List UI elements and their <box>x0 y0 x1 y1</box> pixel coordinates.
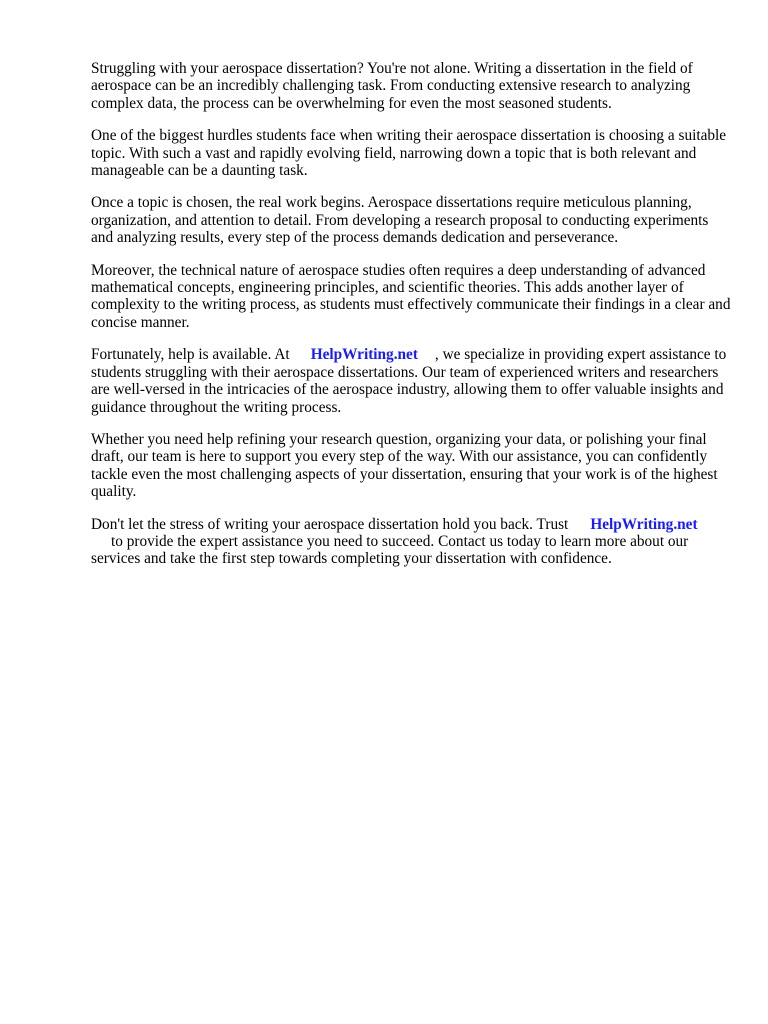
paragraph-support: Whether you need help refining your research question, organizing your data, or polishing your final draft, our team is here to support you every step of the way. With our assistance, you can confidently tackle even the most challenging aspects of your dissertation, ensuring that your work is of the highest quality. <box>91 430 718 501</box>
paragraph-help <box>91 346 731 416</box>
paragraph-closing-lead: Don't let the stress of writing your aerospace dissertation hold you back. Trust <box>91 515 569 533</box>
paragraph-closing-rest: to provide the expert assistance you need to succeed. Contact us today to learn more about our services and take the first step towards completing your dissertation with confidence. <box>91 532 689 568</box>
helpwriting-link-closing[interactable]: HelpWriting.net <box>590 515 698 533</box>
paragraph-intro: Struggling with your aerospace dissertation? You're not alone. Writing a dissertation in the field of aerospace can be an incredibly challenging task. From conducting extensive research to analyzing complex data, the process can be overwhelming for even the most seasoned students. <box>91 60 693 112</box>
paragraph-topic: One of the biggest hurdles students face when writing their aerospace dissertation is choosing a suitable topic. With such a vast and rapidly evolving field, narrowing down a topic that is both relevant and manageable can be a daunting task. <box>91 127 727 180</box>
helpwriting-link[interactable]: HelpWriting.net <box>310 346 418 364</box>
paragraph-technical: Moreover, the technical nature of aerospace studies often requires a deep understanding of advanced mathematical concepts, engineering principles, and scientific theories. This adds another layer of complexity to the writing process, as students must effectively communicate their findings in a clear and concise manner. <box>91 261 731 331</box>
paragraph-help-lead: Fortunately, help is available. At <box>91 346 290 364</box>
paragraph-work: Once a topic is chosen, the real work begins. Aerospace dissertations require meticulous planning, organization, and attention to detail. From developing a research proposal to conducting experiments and analyzing results, every step of the process demands dedication and perseverance. <box>91 194 709 247</box>
document-body <box>91 60 731 583</box>
paragraph-closing <box>91 516 731 568</box>
paragraph-help-rest: , we specialize in providing expert assistance to students struggling with their aerospace dissertations. Our team of experienced writers and researchers are well-versed in the intricacies of the aerospace industry, allowing them to offer valuable insights and guidance throughout the writing process. <box>91 346 727 416</box>
